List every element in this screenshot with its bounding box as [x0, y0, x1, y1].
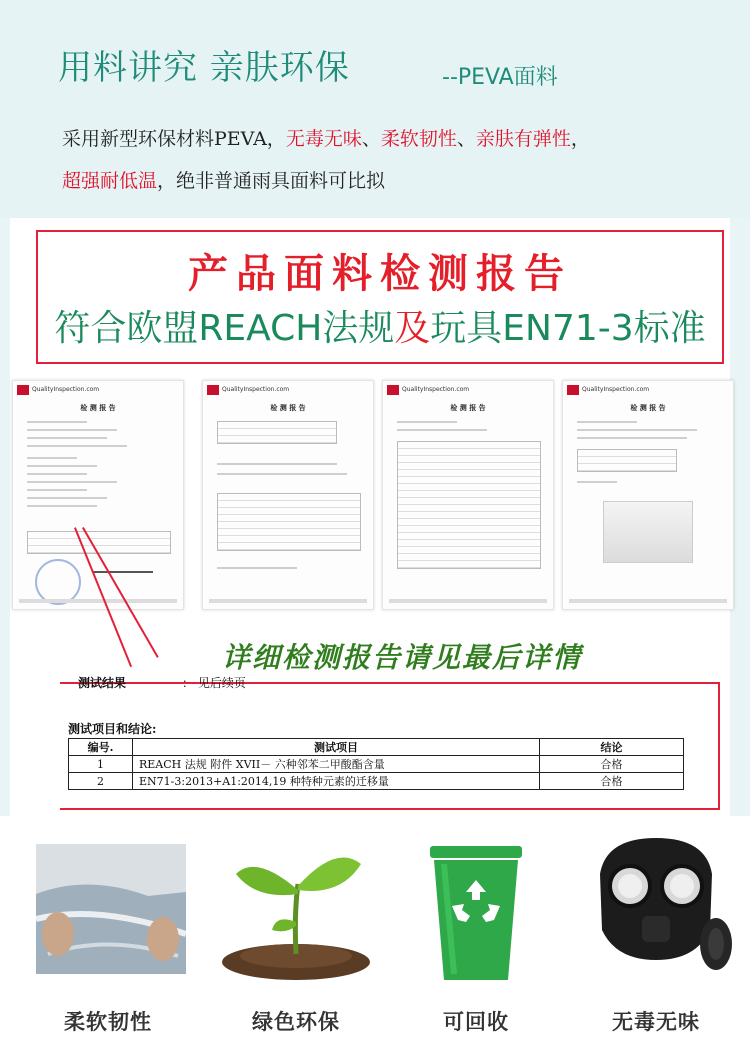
- desc-highlight-cold: 超强耐低温: [62, 170, 158, 192]
- compliance-statement: [38, 300, 722, 351]
- row-number: 2: [69, 773, 133, 790]
- desc-prefix: 采用新型环保材料PEVA，: [62, 128, 286, 150]
- doc-table: [577, 449, 677, 472]
- feature-recyclable: [396, 834, 556, 1034]
- table-row: [69, 756, 684, 773]
- qi-logo: [17, 385, 100, 395]
- compliance-reach: 符合欧盟REACH法规: [54, 308, 395, 349]
- result-value: ： 见后续页: [182, 676, 246, 690]
- doc-title: 检 测 报 告: [270, 404, 306, 412]
- qi-logo-text: QualityInspection.com: [32, 386, 100, 393]
- report-documents: [10, 370, 730, 610]
- col-test-item: 测试项目: [133, 739, 540, 756]
- qi-logo: [387, 385, 470, 395]
- feature-nontoxic: [576, 834, 736, 1034]
- result-highlight-box: [60, 676, 720, 810]
- compliance-connector: 及: [394, 308, 431, 349]
- compliance-en71: 玩具EN71-3标准: [430, 308, 706, 349]
- doc-table: [217, 493, 361, 551]
- results-table: [68, 738, 684, 790]
- desc-sep: 、: [456, 128, 476, 150]
- doc-title: 检 测 报 告: [80, 404, 116, 412]
- feature-label: 可回收: [443, 1010, 509, 1034]
- desc-highlight-soft: 柔软韧性: [380, 128, 457, 150]
- page-title: 用料讲究 亲肤环保: [58, 48, 350, 88]
- qi-logo: [567, 385, 650, 395]
- feature-label: 无毒无味: [612, 1010, 700, 1034]
- doc-table: [27, 531, 171, 554]
- feature-soft: [28, 834, 188, 1034]
- qi-logo-text: QualityInspection.com: [582, 386, 650, 393]
- doc-table: [217, 421, 337, 444]
- gas-mask-icon: [576, 834, 736, 984]
- report-title-box: [36, 230, 724, 364]
- row-test-item: EN71-3:2013+A1:2014,19 种特种元素的迁移量: [133, 773, 540, 790]
- sample-photo-icon: [603, 501, 693, 563]
- row-number: 1: [69, 756, 133, 773]
- row-conclusion: 合格: [540, 773, 684, 790]
- feature-eco: [216, 834, 376, 1034]
- items-heading: 测试项目和结论:: [68, 722, 157, 736]
- feature-label: 柔软韧性: [64, 1010, 152, 1034]
- recycle-bin-icon: [396, 834, 556, 984]
- table-row: [69, 773, 684, 790]
- report-page-1: [12, 380, 184, 610]
- signature-icon: [93, 571, 153, 573]
- report-page-2: [202, 380, 374, 610]
- desc-sep: 、: [361, 128, 381, 150]
- material-description: [62, 118, 722, 202]
- row-test-item: REACH 法规 附件 XVII－ 六种邻苯二甲酸酯含量: [133, 756, 540, 773]
- col-number: 编号.: [69, 739, 133, 756]
- result-label: 测试结果: [78, 676, 127, 690]
- detail-report-note: 详细检测报告请见最后详情: [222, 641, 583, 674]
- doc-title: 检 测 报 告: [450, 404, 486, 412]
- feature-strip: [0, 816, 750, 1045]
- doc-table: [397, 441, 541, 569]
- qi-logo: [207, 385, 290, 395]
- feature-label: 绿色环保: [252, 1010, 340, 1034]
- report-page-3: [382, 380, 554, 610]
- col-conclusion: 结论: [540, 739, 684, 756]
- sprout-icon: [216, 834, 376, 984]
- qi-logo-text: QualityInspection.com: [402, 386, 470, 393]
- desc-highlight-nontoxic: 无毒无味: [285, 128, 362, 150]
- peva-film-icon: [28, 834, 188, 984]
- inspection-report-section: [10, 218, 730, 816]
- doc-title: 检 测 报 告: [630, 404, 666, 412]
- test-result-excerpt: [60, 658, 720, 808]
- qi-logo-text: QualityInspection.com: [222, 386, 290, 393]
- row-conclusion: 合格: [540, 756, 684, 773]
- desc-suffix: ，绝非普通雨具面料可比拟: [157, 170, 386, 192]
- desc-sep: ，: [570, 128, 590, 150]
- desc-highlight-elastic: 亲肤有弹性: [475, 128, 571, 150]
- report-page-4: [562, 380, 734, 610]
- report-title: 产品面料检测报告: [188, 251, 572, 297]
- material-subtitle: --PEVA面料: [442, 65, 558, 90]
- header-section: [0, 0, 750, 218]
